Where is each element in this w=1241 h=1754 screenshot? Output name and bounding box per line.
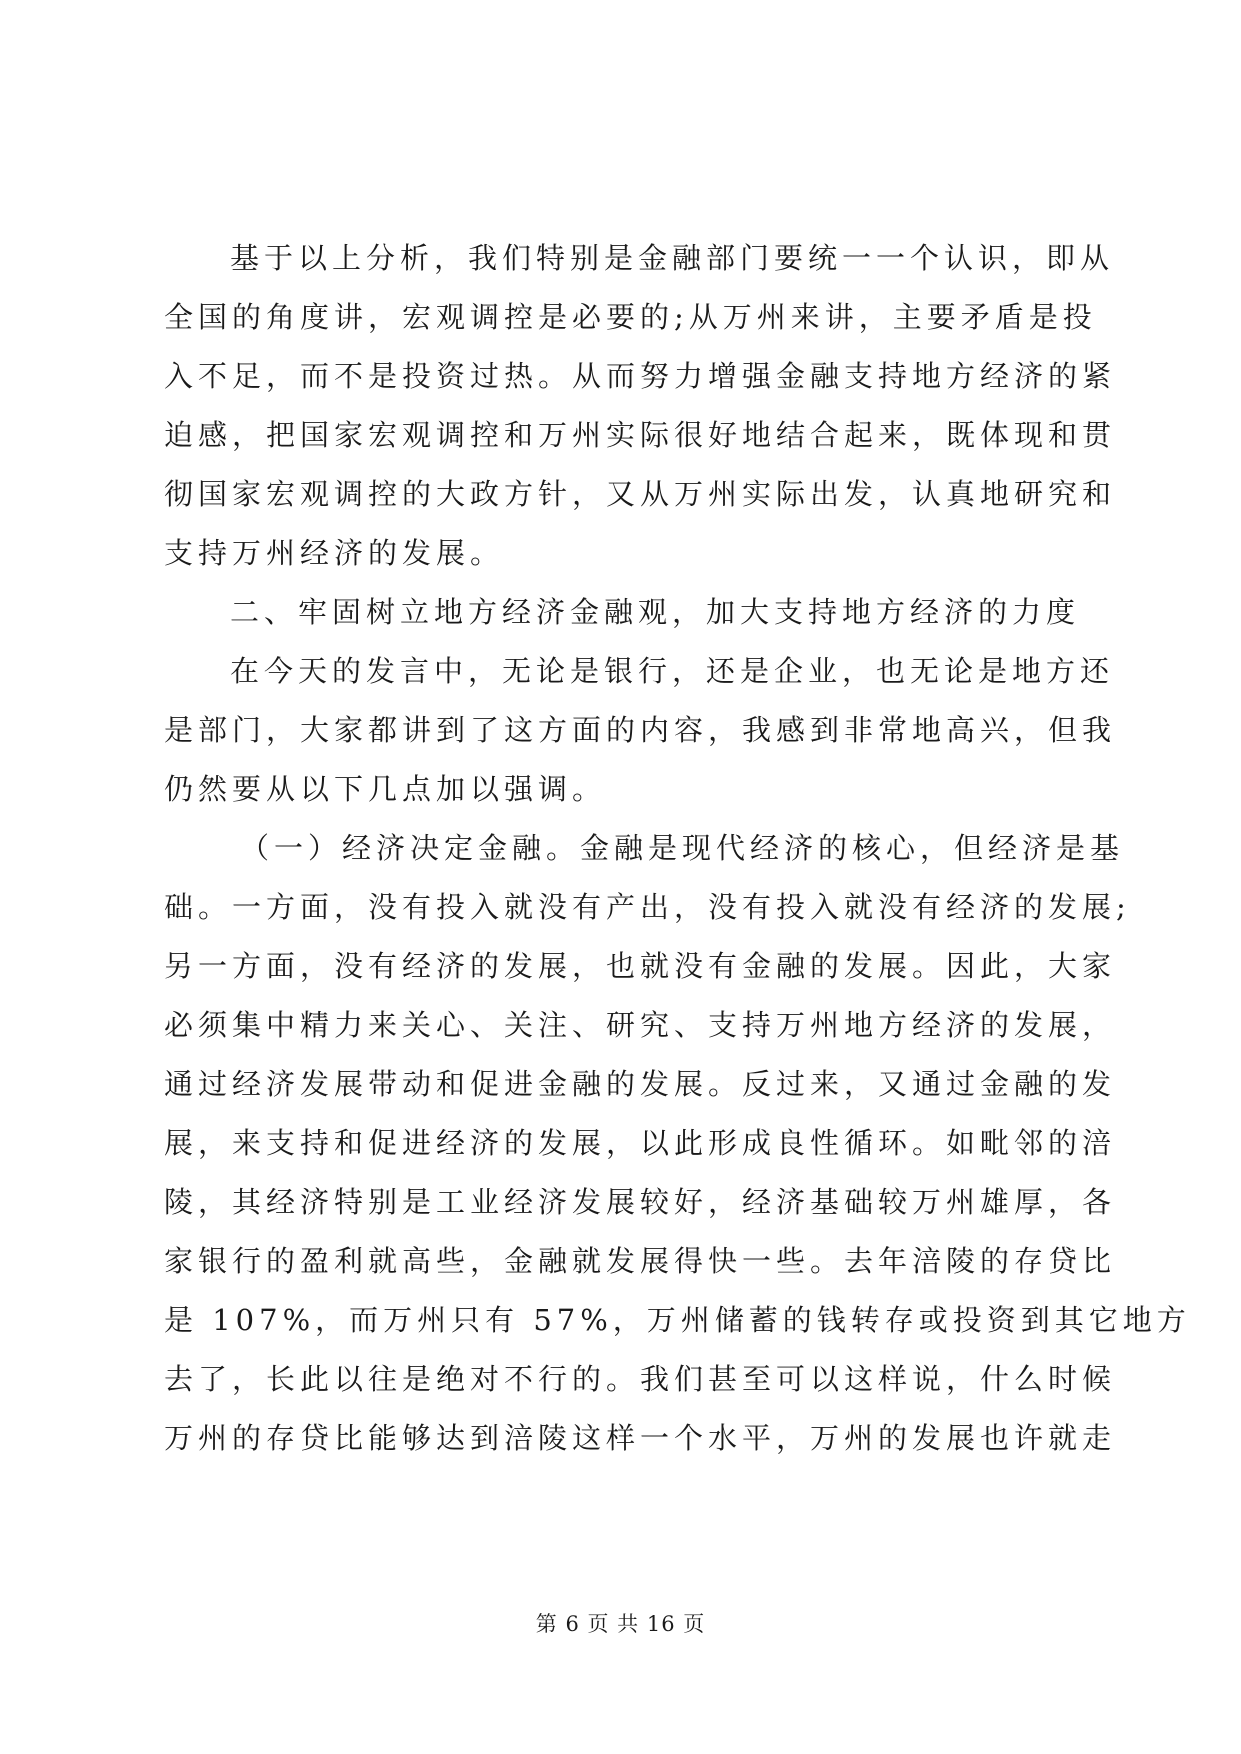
text-line: 万州的存贷比能够达到涪陵这样一个水平，万州的发展也许就走 [164, 1421, 1117, 1455]
text-line: 陵，其经济特别是工业经济发展较好，经济基础较万州雄厚，各 [164, 1185, 1117, 1219]
text-line: 另一方面，没有经济的发展，也就没有金融的发展。因此，大家 [164, 949, 1117, 983]
text-line: （一）经济决定金融。金融是现代经济的核心，但经济是基 [240, 831, 1125, 865]
page-footer [0, 1608, 1241, 1638]
text-line: 是 107%，而万州只有 57%，万州储蓄的钱转存或投资到其它地方 [164, 1303, 1191, 1337]
text-line: 通过经济发展带动和促进金融的发展。反过来，又通过金融的发 [164, 1067, 1117, 1101]
text-line: 二、牢固树立地方经济金融观，加大支持地方经济的力度 [230, 595, 1081, 629]
text-line: 在今天的发言中，无论是银行，还是企业，也无论是地方还 [230, 654, 1115, 688]
text-line: 必须集中精力来关心、关注、研究、支持万州地方经济的发展， [164, 1008, 1117, 1042]
text-line: 入不足，而不是投资过热。从而努力增强金融支持地方经济的紧 [164, 359, 1117, 393]
text-line: 彻国家宏观调控的大政方针，又从万州实际出发，认真地研究和 [164, 477, 1117, 511]
page-number-label: 第 6 页 共 16 页 [535, 1612, 706, 1636]
text-line: 展，来支持和促进经济的发展，以此形成良性循环。如毗邻的涪 [164, 1126, 1117, 1160]
text-line: 去了，长此以往是绝对不行的。我们甚至可以这样说，什么时候 [164, 1362, 1117, 1396]
text-line: 迫感，把国家宏观调控和万州实际很好地结合起来，既体现和贯 [164, 418, 1117, 452]
text-line: 础。一方面，没有投入就没有产出，没有投入就没有经济的发展; [164, 890, 1131, 924]
text-line: 基于以上分析，我们特别是金融部门要统一一个认识，即从 [230, 241, 1115, 275]
document-body [164, 229, 1191, 1468]
text-line: 全国的角度讲，宏观调控是必要的;从万州来讲，主要矛盾是投 [164, 300, 1097, 334]
text-line: 家银行的盈利就高些，金融就发展得快一些。去年涪陵的存贷比 [164, 1244, 1117, 1278]
text-line: 支持万州经济的发展。 [164, 536, 505, 570]
text-line: 是部门，大家都讲到了这方面的内容，我感到非常地高兴，但我 [164, 713, 1117, 747]
text-line: 仍然要从以下几点加以强调。 [164, 772, 607, 806]
